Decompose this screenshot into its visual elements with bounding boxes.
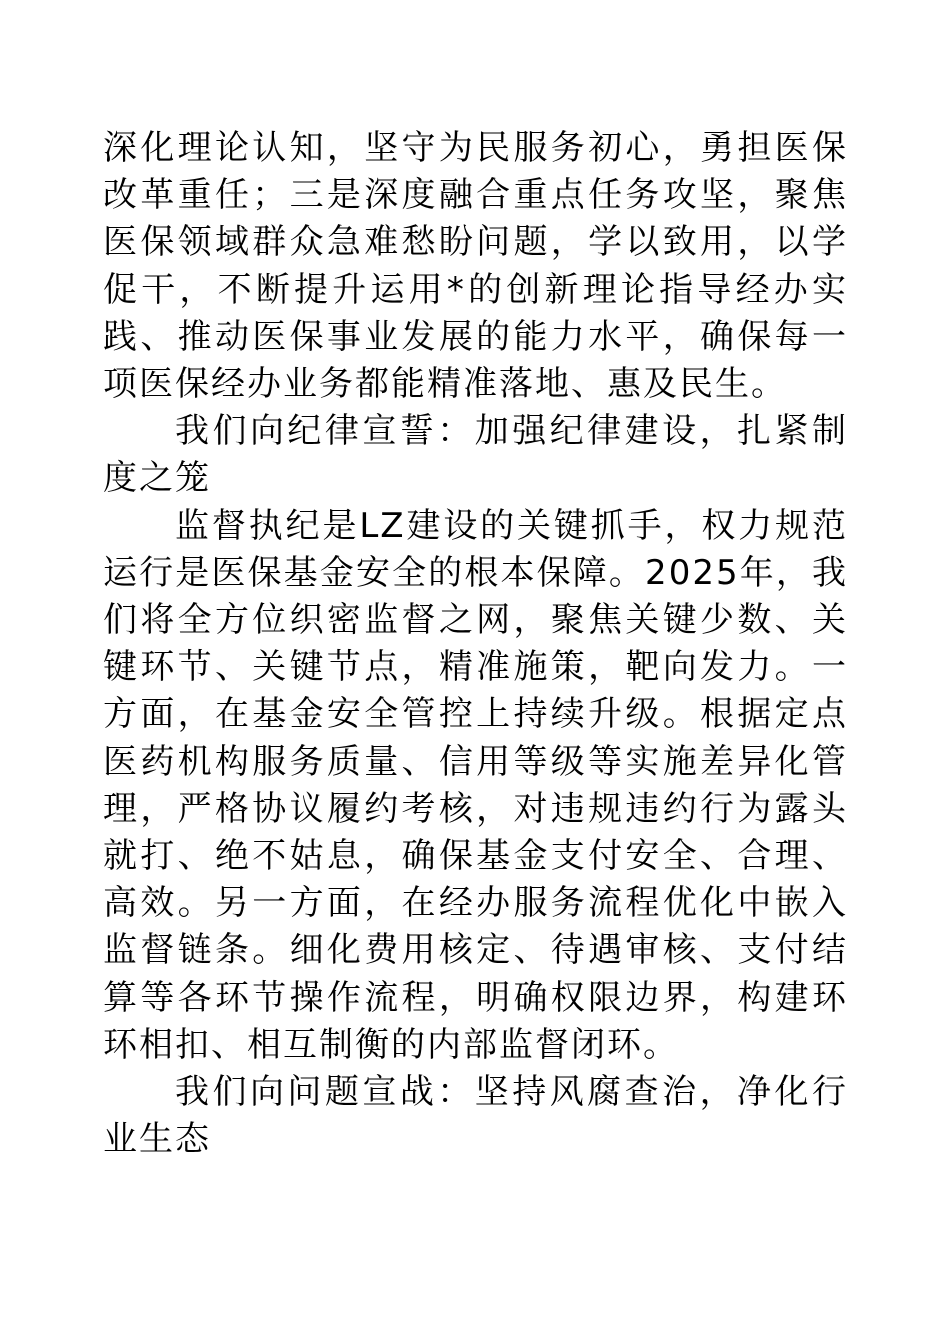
section-heading-discipline: 我们向纪律宣誓：加强纪律建设，扎紧制度之笼 (103, 411, 848, 499)
body-paragraph-supervision: 监督执纪是LZ建设的关键抓手，权力规范运行是医保基金安全的根本保障。2025年，我们将全方位织密监督之网，聚焦关键少数、关键环节、关键节点，精准施策，靶向发力。一方面，在基金安全管控上持续升级。根据定点医药机构服务质量、信用等级等实施差异化管理，严格协议履约考核，对违规违约行为露头就打、绝不姑息，确保基金支付安全、合理、高效。另一方面，在经办服务流程优化中嵌入监督链条。细化费用核定、待遇审核、支付结算等各环节操作流程，明确权限边界，构建环环相扣、相互制衡的内部监督闭环。 (103, 505, 848, 1065)
document-body (103, 125, 848, 1163)
section-heading-problems: 我们向问题宣战：坚持风腐查治，净化行业生态 (103, 1072, 848, 1160)
body-paragraph-continuation: 深化理论认知，坚守为民服务初心，勇担医保改革重任；三是深度融合重点任务攻坚，聚焦医保领域群众急难愁盼问题，学以致用，以学促干，不断提升运用*的创新理论指导经办实践、推动医保事业发展的能力水平，确保每一项医保经办业务都能精准落地、惠及民生。 (103, 128, 848, 405)
